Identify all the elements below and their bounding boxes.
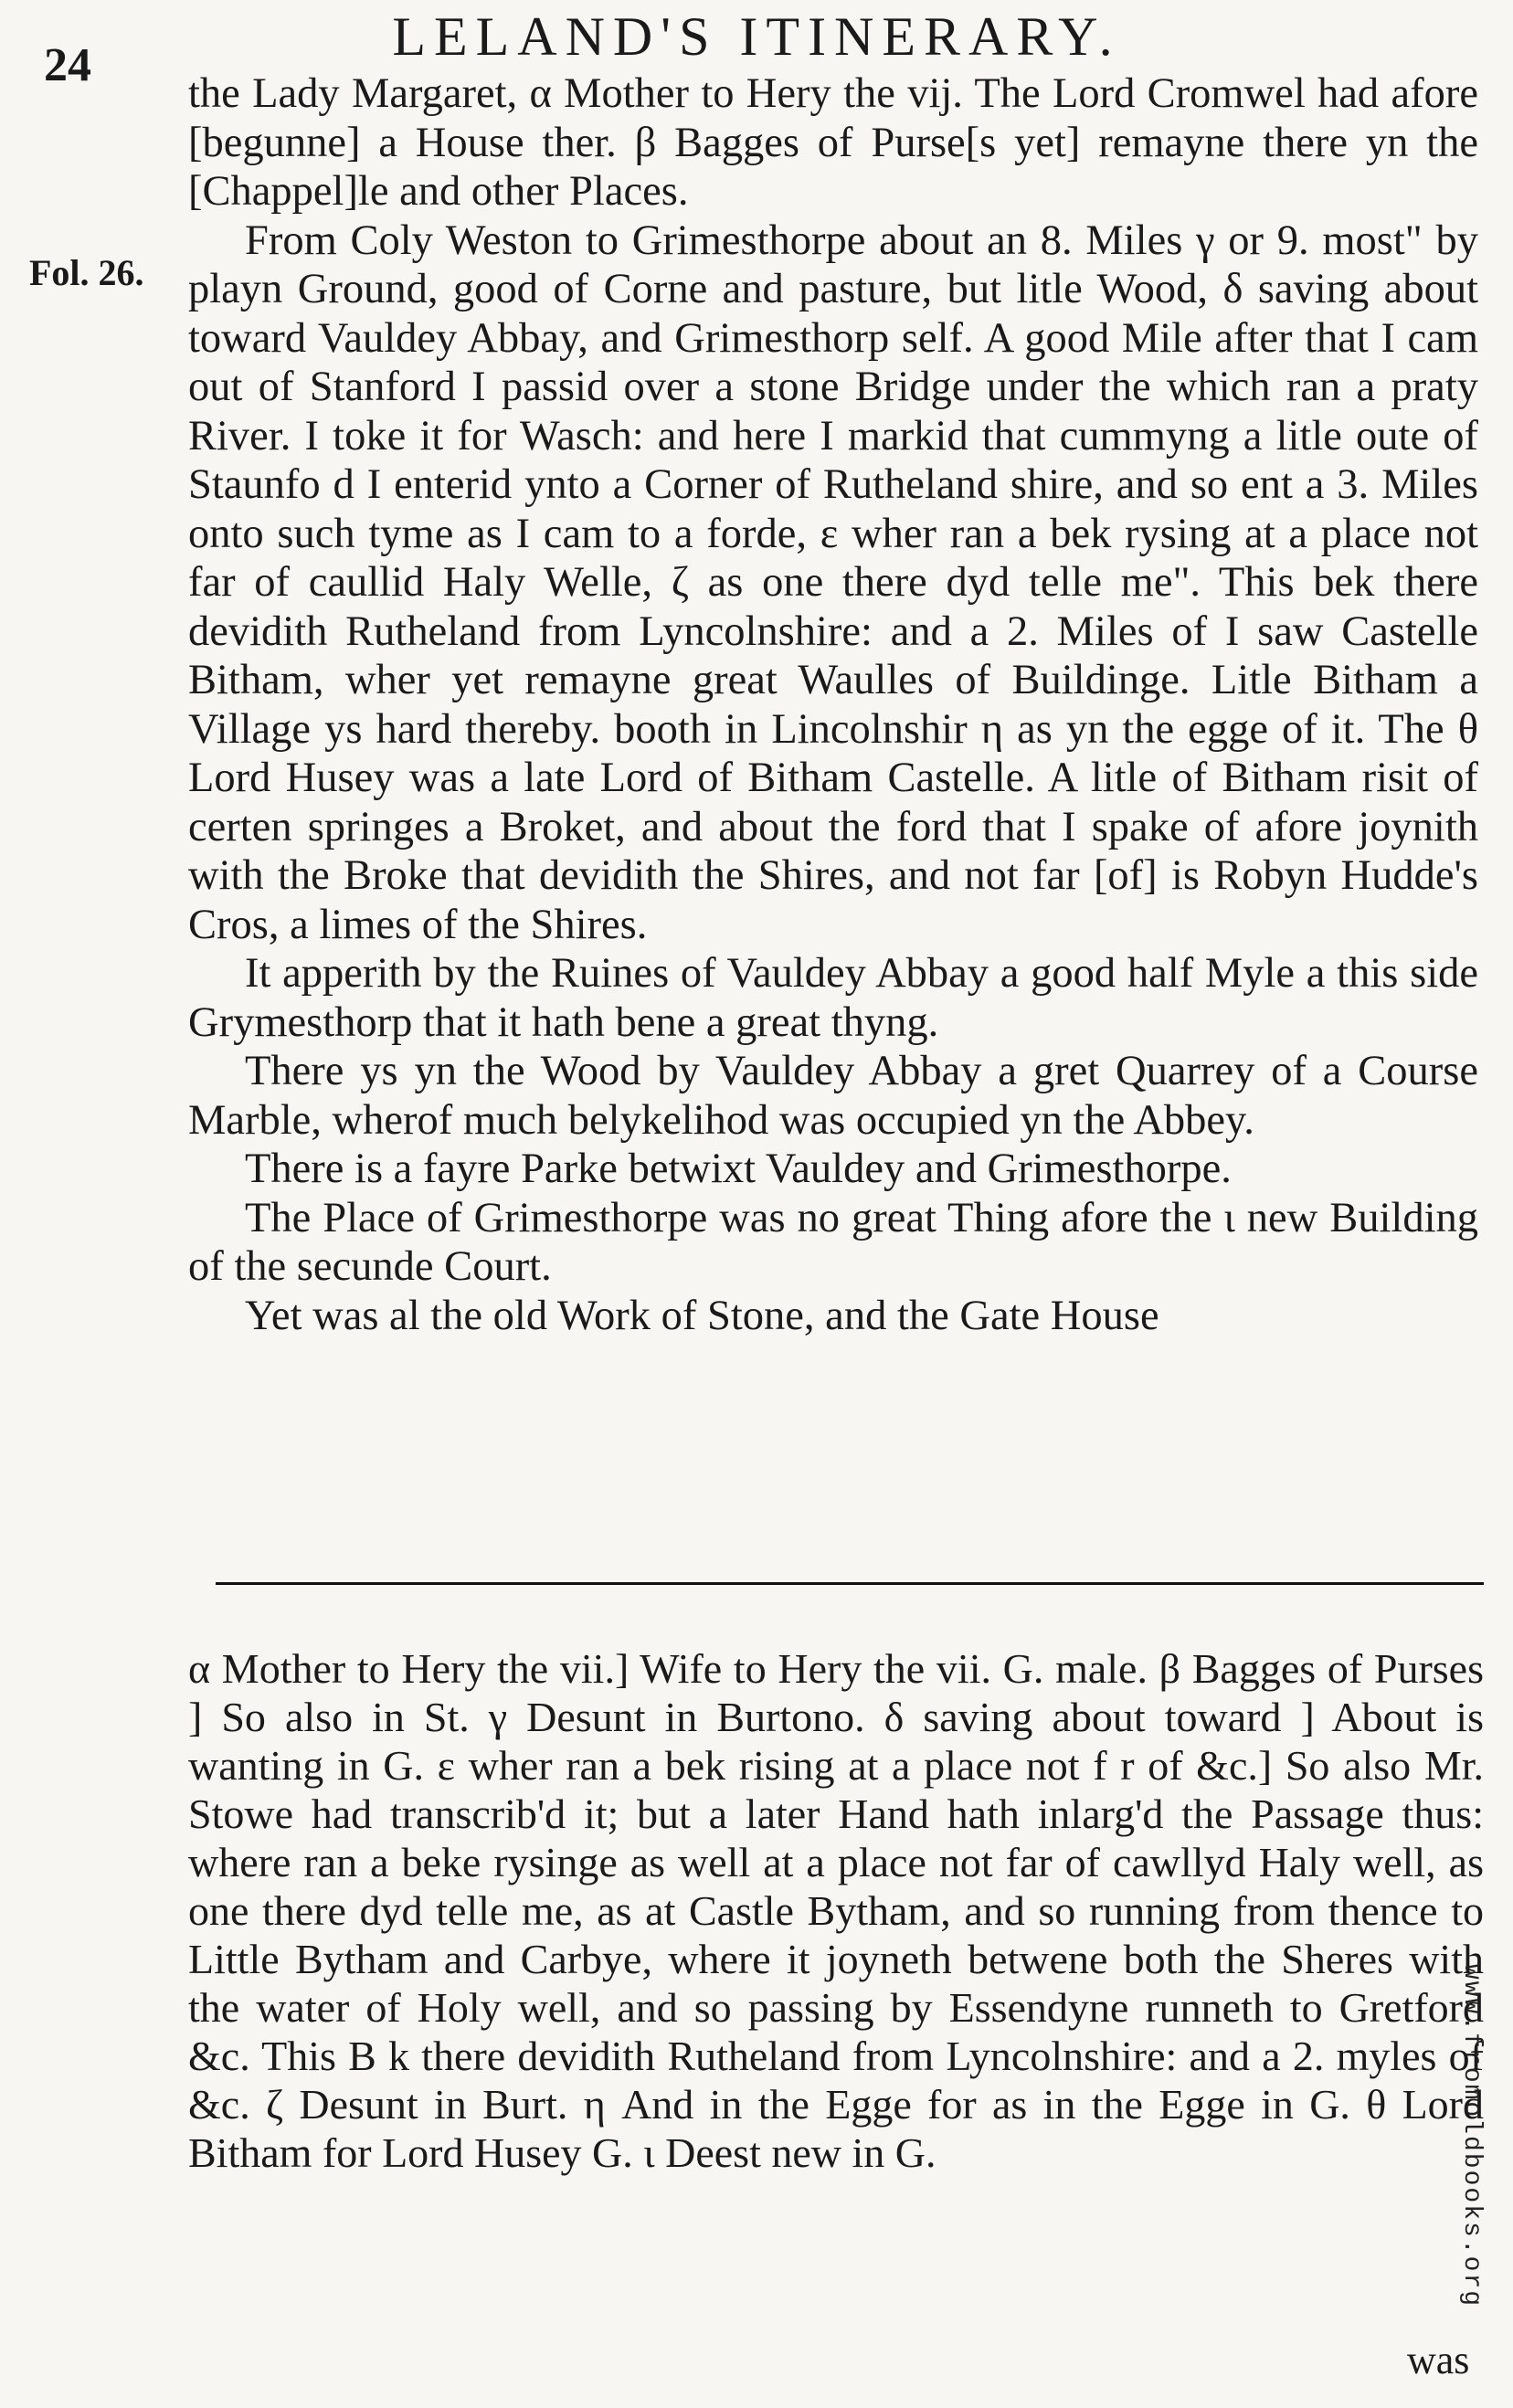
paragraph: From Coly Weston to Grimesthorpe about an 8. Miles γ or 9. most" by playn Ground, good of Corne and pasture, but litle Wood, δ saving about toward Vauldey Abbay, and Grimesthorp self. A good Mile after that I cam out of Stanford I passid over a stone Bridge under the which ran a praty River. I toke it for Wasch: and here I markid that cummyng a litle oute of Staunfo d I enterid ynto a Corner of Rutheland shire, and so ent a 3. Miles onto such tyme as I cam to a forde, ε wher ran a bek rysing at a place not far of caullid Haly Welle, ζ as one there dyd telle me". This bek there devidith Rutheland from Lyncolnshire: and a 2. Miles of I saw Castelle Bitham, wher yet remayne great Waulles of Buildinge. Litle Bitham a Village ys hard thereby. booth in Lincolnshir η as yn the egge of it. The θ Lord Husey was a late Lord of Bitham Castelle. A litle of Bitham risit of certen springes a Broket, and about the ford that I spake of afore joynith with the Broke that devidith the Shires, and not far [of] is Robyn Hudde's Cros, a limes of the Shires. [188,217,1478,948]
footnotes [188,1644,1484,2177]
main-text [188,69,1478,1340]
page-number: 24 [44,39,91,91]
footnote-text: α Mother to Hery the vii.] Wife to Hery the vii. G. male. β Bagges of Purses ] So also in St. γ Desunt in Burtono. δ saving about toward ] About is wanting in G. ε wher ran a bek rising at a place not f r of &c.] So also Mr. Stowe had transcrib'd it; but a later Hand hath inlarg'd the Passage thus: where ran a beke rysinge as well at a place not far of cawllyd Haly well, as one there dyd telle me, as at Castle Bytham, and so running from thence to Little Bytham and Carbye, where it joyneth betwene both the Sheres with the water of Holy well, and so passing by Essendyne runneth to Gretford &c. This B k there devidith Rutheland from Lyncolnshire: and a 2. myles of &c. ζ Desunt in Burt. η And in the Egge for as in the Egge in G. θ Lord Bitham for Lord Husey G. ι Deest new in G. [188,1645,1484,2176]
paragraph: the Lady Margaret, α Mother to Hery the vij. The Lord Cromwel had afore [begunne] a House ther. β Bagges of Purse[s yet] remayne there yn the [Chappel]le and other Places. [188,70,1478,215]
watermark [1458,1964,1513,2403]
watermark-text: www.fromoldbooks.org [1457,1964,1486,2308]
folio-margin-note: Fol. 26. [29,252,144,293]
footnote-divider [216,1582,1484,1585]
paragraph: There is a fayre Parke betwixt Vauldey and Grimesthorpe. [245,1146,1232,1192]
paragraph: Yet was al the old Work of Stone, and the Gate House [245,1292,1159,1339]
catchword: was [1407,2338,1470,2382]
running-head: LELAND'S ITINERARY. [392,6,1121,67]
paragraph: It apperith by the Ruines of Vauldey Abbay a good half Myle a this side Grymesthorp that it hath bene a great thyng. [188,950,1478,1046]
paragraph: There ys yn the Wood by Vauldey Abbay a gret Quarrey of a Course Marble, wherof much belykelihod was occupied yn the Abbey. [188,1048,1478,1144]
paragraph: The Place of Grimesthorpe was no great Thing afore the ι new Building of the secunde Court. [188,1194,1478,1290]
